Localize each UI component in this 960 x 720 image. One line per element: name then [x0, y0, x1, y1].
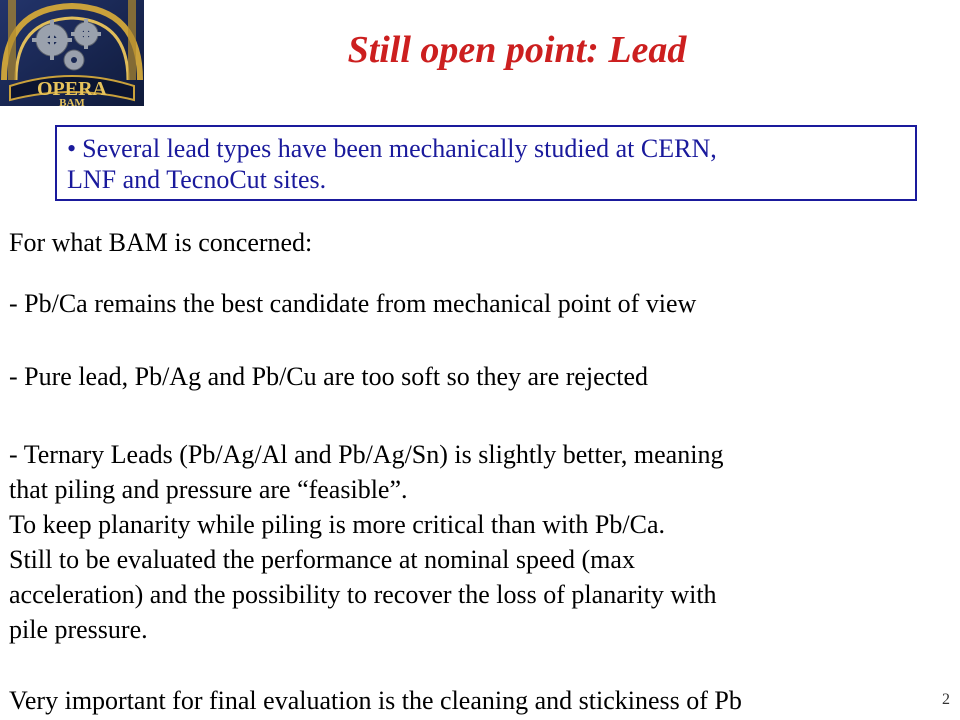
ternary-line: To keep planarity while piling is more critical than with Pb/Ca.	[9, 510, 665, 539]
logo-wordmark: OPERA	[37, 78, 107, 100]
point-soft-leads: - Pure lead, Pb/Ag and Pb/Cu are too soft so they are rejected	[9, 362, 648, 391]
ternary-line: that piling and pressure are “feasible”.	[9, 475, 408, 504]
point-pbca: - Pb/Ca remains the best candidate from mechanical point of view	[9, 289, 697, 318]
slide-title: Still open point: Lead	[347, 29, 687, 71]
ternary-line: Still to be evaluated the performance at nominal speed (max	[9, 545, 635, 574]
bullet-icon: •	[67, 134, 77, 163]
ternary-line: acceleration) and the possibility to recover the loss of planarity with	[9, 580, 717, 609]
intro-text: For what BAM is concerned:	[9, 228, 313, 257]
ternary-line: pile pressure.	[9, 615, 148, 644]
page-number: 2	[942, 691, 950, 708]
logo-subtext: BAM	[59, 97, 85, 106]
callout-line-2: LNF and TecnoCut sites.	[67, 165, 327, 194]
ternary-line: - Ternary Leads (Pb/Ag/Al and Pb/Ag/Sn) is slightly better, meaning	[9, 440, 724, 469]
callout-line-1: • Several lead types have been mechanically studied at CERN,	[67, 134, 717, 163]
summary-callout	[55, 125, 917, 201]
final-note: Very important for final evaluation is the cleaning and stickiness of Pb	[9, 686, 742, 715]
point-ternary-leads	[9, 437, 939, 647]
